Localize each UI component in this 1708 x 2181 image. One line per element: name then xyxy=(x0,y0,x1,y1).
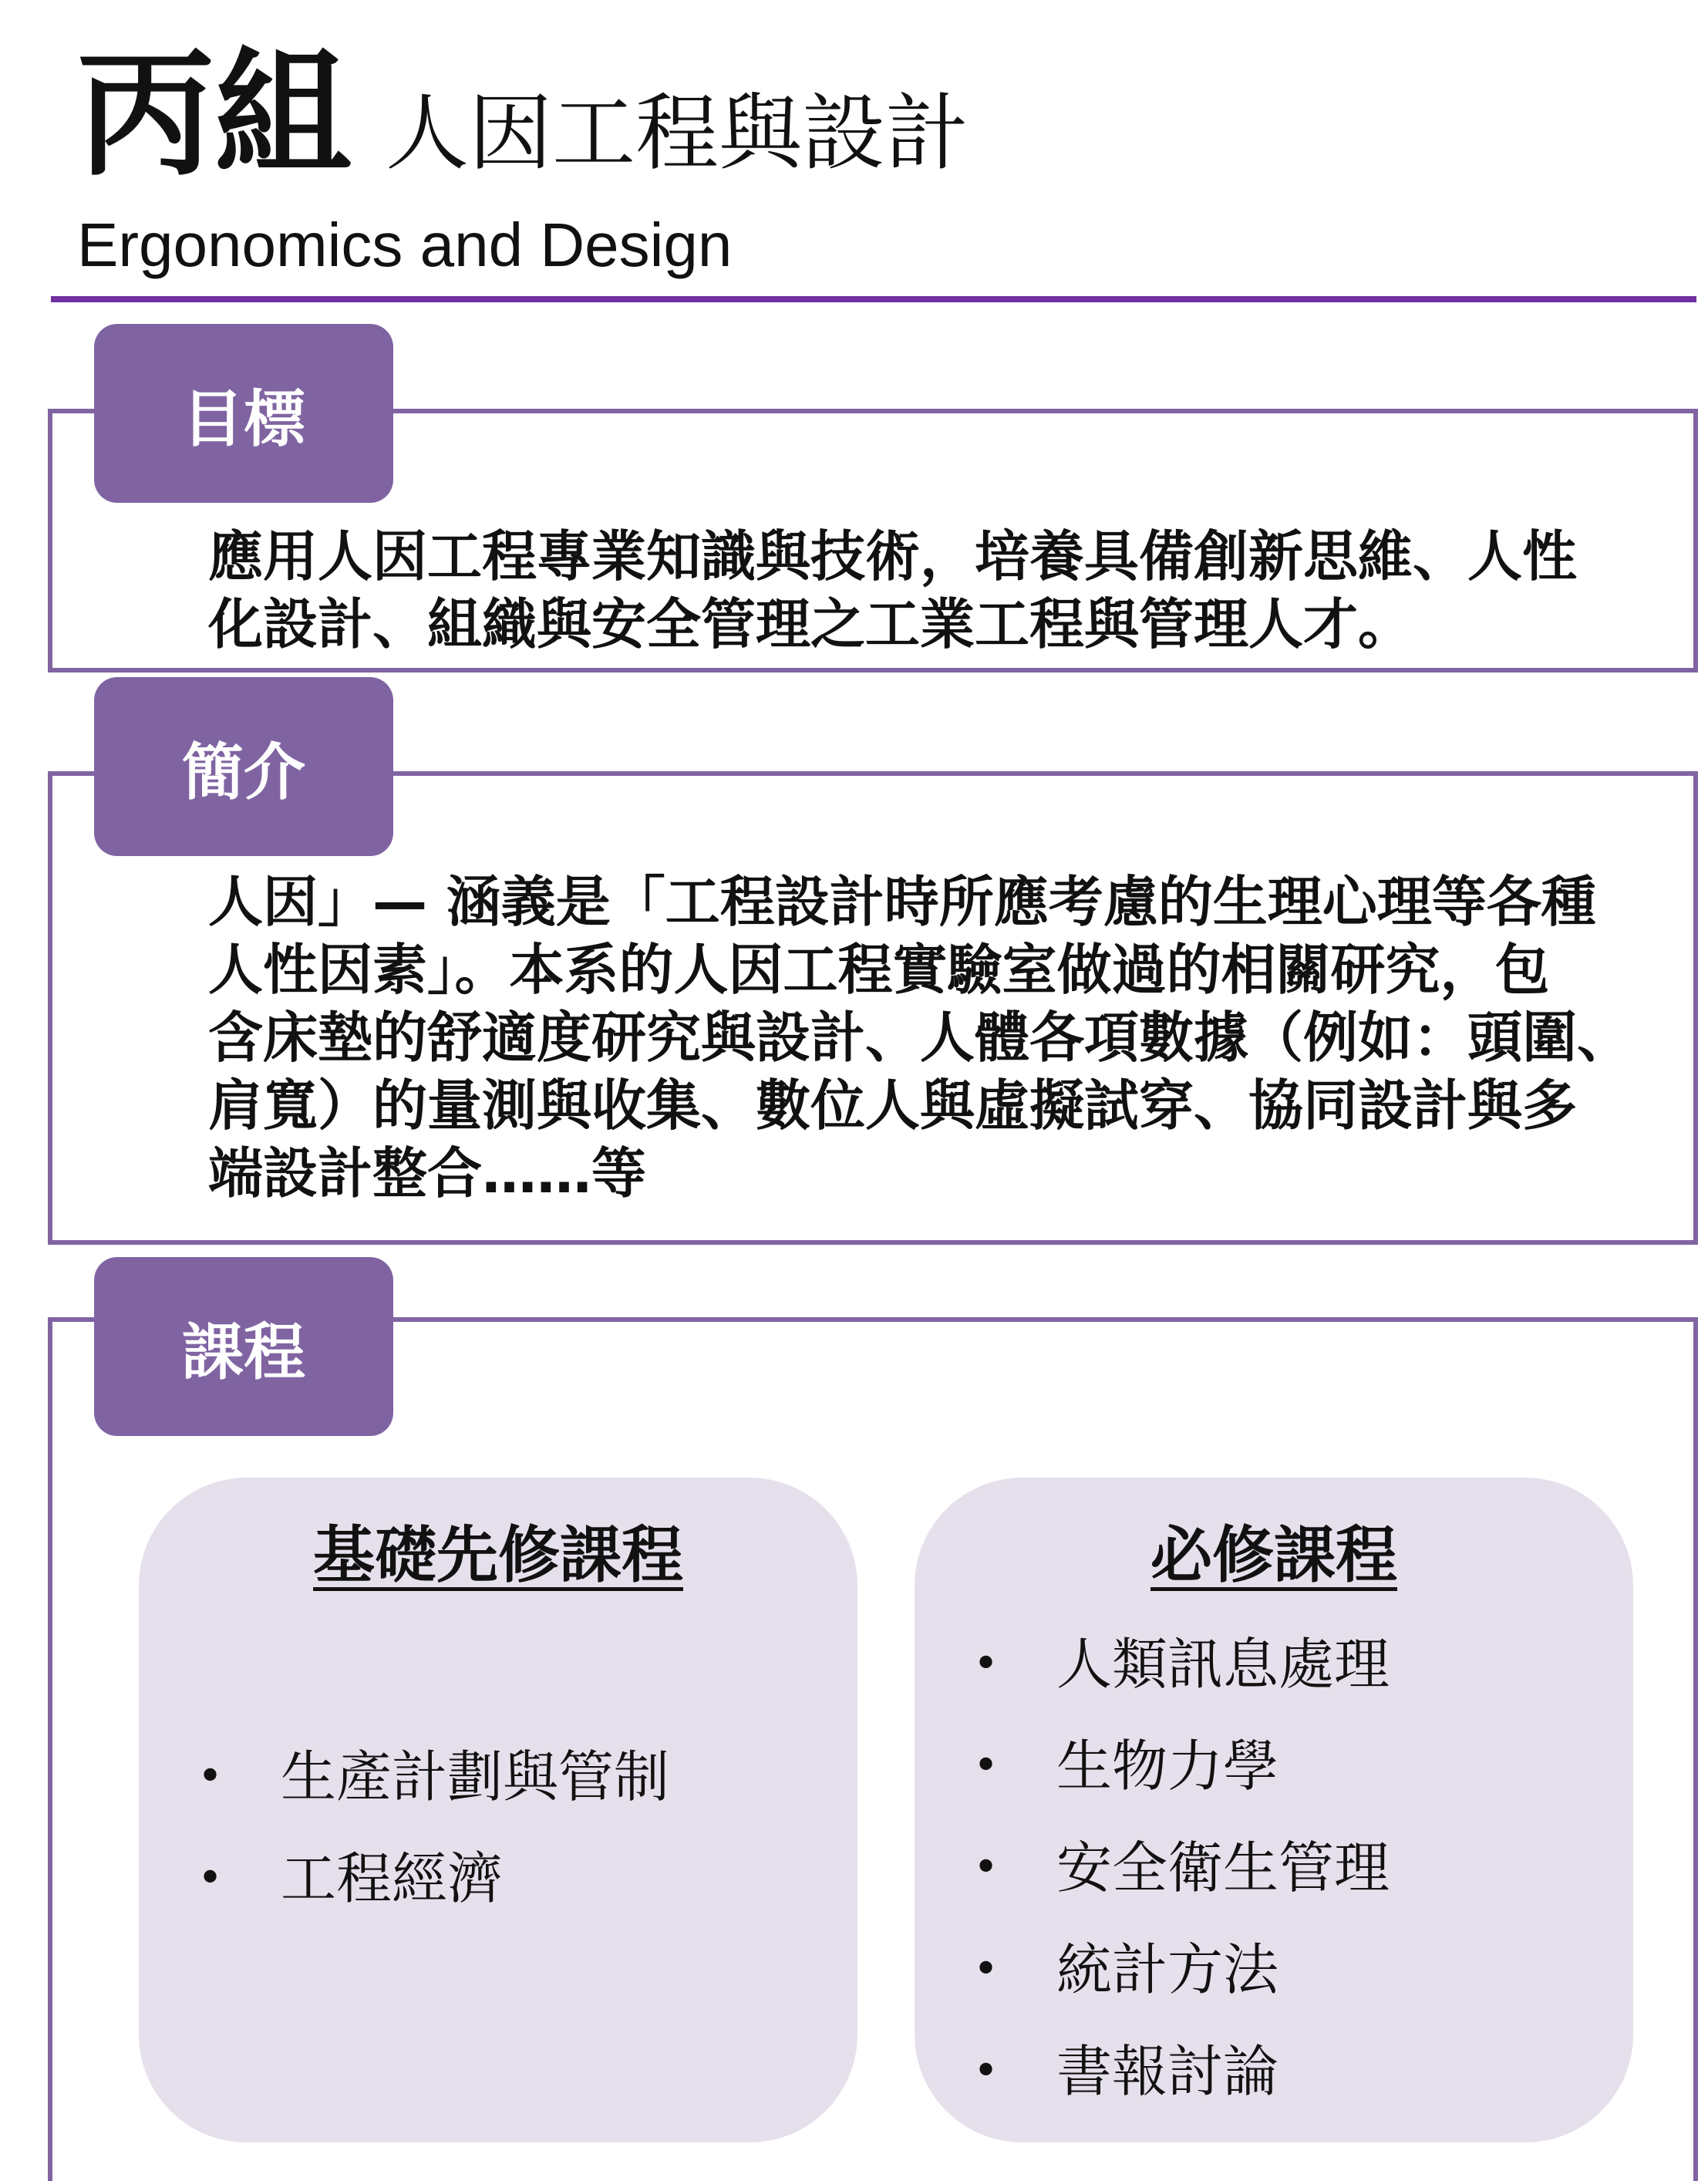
course-name: 生物力學 xyxy=(1056,1734,1279,1798)
page-title xyxy=(77,35,969,194)
bullet-icon: • xyxy=(197,1853,224,1903)
course-name: 生產計劃與管制 xyxy=(281,1744,670,1809)
required-courses-box xyxy=(915,1478,1633,2142)
program-name: 人因工程與設計 xyxy=(386,86,969,182)
course-name: 書報討論 xyxy=(1056,2039,1279,2104)
prerequisite-courses-box xyxy=(139,1478,857,2142)
group-label: 丙組 xyxy=(77,35,352,194)
bullet-icon: • xyxy=(973,1842,999,1893)
bullet-icon: • xyxy=(197,1751,224,1802)
intro-text xyxy=(208,868,1632,1208)
intro-tab: 簡介 xyxy=(94,677,393,856)
program-subtitle: Ergonomics and Design xyxy=(77,211,733,279)
course-name: 統計方法 xyxy=(1056,1937,1279,2002)
intro-line: 人性因素」。本系的人因工程實驗室做過的相關研究，包 xyxy=(208,938,1550,1002)
intro-line: 含床墊的舒適度研究與設計、人體各項數據（例如：頭圍、 xyxy=(208,1006,1632,1070)
intro-line: 人因」— 涵義是「工程設計時所應考慮的生理心理等各種 xyxy=(208,870,1596,934)
course-name: 人類訊息處理 xyxy=(1056,1632,1390,1697)
courses-tab: 課程 xyxy=(94,1257,393,1436)
bullet-icon: • xyxy=(973,1944,999,1994)
intro-line: 端設計整合……等 xyxy=(208,1141,647,1205)
courses-section xyxy=(48,1317,1698,2181)
goal-line: 應用人因工程專業知識與技術，培養具備創新思維、人性 xyxy=(208,524,1578,588)
course-name: 安全衛生管理 xyxy=(1056,1835,1390,1900)
bullet-icon: • xyxy=(973,1639,999,1689)
goal-tab: 目標 xyxy=(94,324,393,503)
bullet-icon: • xyxy=(973,2046,999,2096)
required-courses-title: 必修課程 xyxy=(1150,1519,1397,1591)
intro-line: 肩寬）的量測與收集、數位人與虛擬試穿、協同設計與多 xyxy=(208,1074,1578,1138)
header-divider xyxy=(51,296,1696,302)
course-name: 工程經濟 xyxy=(281,1846,504,1911)
prerequisite-courses-title: 基礎先修課程 xyxy=(313,1519,683,1591)
goal-line: 化設計、組織與安全管理之工業工程與管理人才。 xyxy=(208,592,1413,656)
bullet-icon: • xyxy=(973,1741,999,1791)
goal-text xyxy=(208,523,1577,659)
